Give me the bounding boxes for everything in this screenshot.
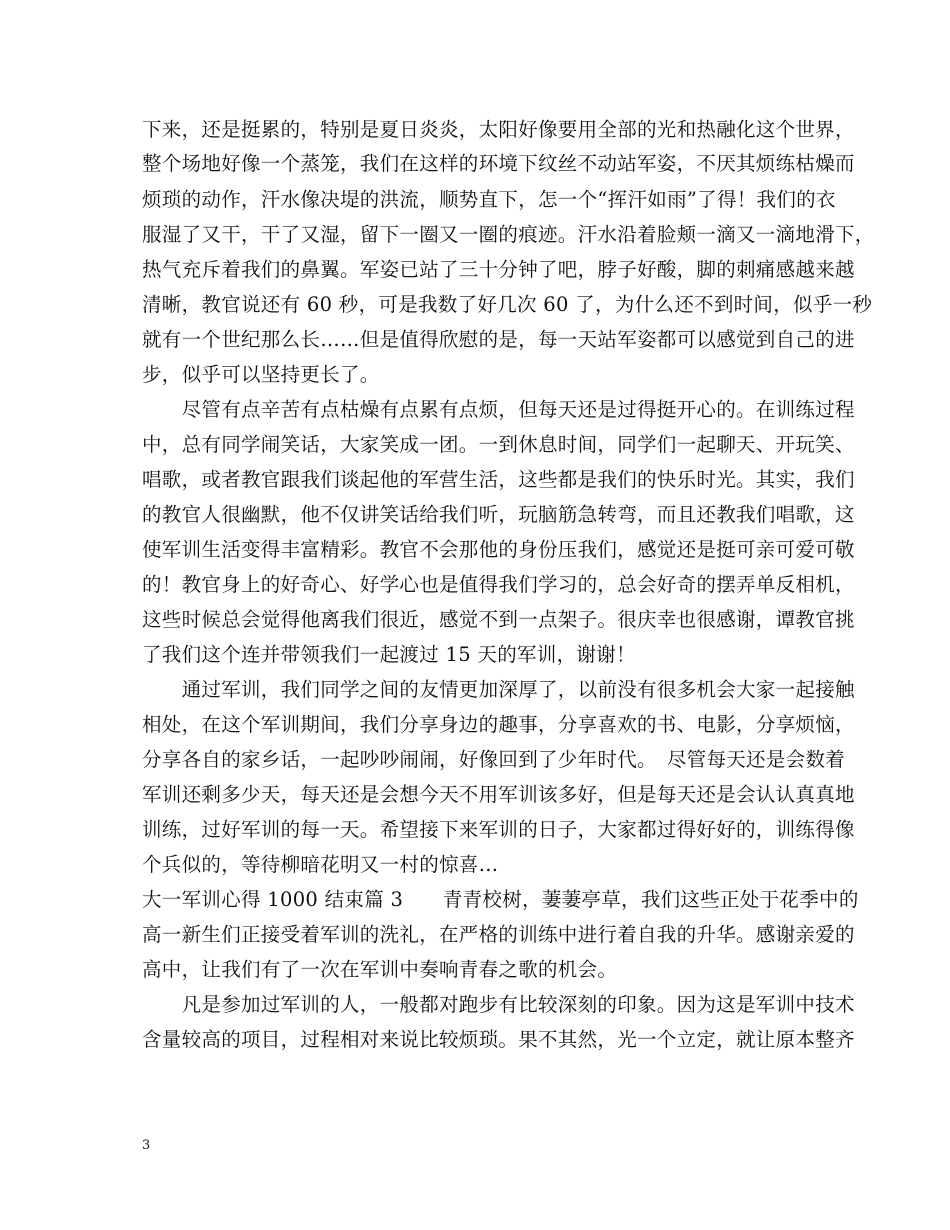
text-line: 凡是参加过军训的人，一般都对跑步有比较深刻的印象。因为这是军训中技术 — [142, 993, 855, 1016]
text-line: 中，总有同学闹笑话，大家笑成一团。一到休息时间，同学们一起聊天、开玩笑、 — [142, 433, 855, 456]
text-line: 相处，在这个军训期间，我们分享身边的趣事，分享喜欢的书、电影，分享烦恼， — [142, 713, 855, 736]
text-line: 这些时候总会觉得他离我们很近，感觉不到一点架子。很庆幸也很感谢，谭教官挑 — [142, 608, 855, 631]
text-line: 整个场地好像一个蒸笼，我们在这样的环境下纹丝不动站军姿，不厌其烦练枯燥而 — [142, 152, 855, 175]
text-line: 了我们这个连并带领我们一起渡过 15 天的军训，谢谢！ — [142, 643, 636, 666]
text-line: 步，似乎可以坚持更长了。 — [142, 363, 380, 386]
text-line: 的教官人很幽默，他不仅讲笑话给我们听，玩脑筋急转弯，而且还教我们唱歌，这 — [142, 503, 855, 526]
text-line: 下来，还是挺累的，特别是夏日炎炎，太阳好像要用全部的光和热融化这个世界， — [142, 118, 855, 141]
page-number: 3 — [142, 1138, 151, 1153]
text-line: 分享各自的家乡话，一起吵吵闹闹，好像回到了少年时代。 尽管每天还是会数着 — [142, 748, 846, 771]
text-line: 唱歌，或者教官跟我们谈起他的军营生活，这些都是我们的快乐时光。其实，我们 — [142, 468, 855, 491]
text-line: 烦琐的动作，汗水像决堤的洪流，顺势直下，怎一个“挥汗如雨”了得！我们的衣 — [142, 188, 836, 211]
text-line: 清晰，教官说还有 60 秒，可是我数了好几次 60 了，为什么还不到时间，似乎一秒 — [142, 293, 873, 316]
text-line: 服湿了又干，干了又湿，留下一圈又一圈的痕迹。汗水沿着脸颊一滴又一滴地滑下， — [142, 223, 875, 246]
text-line: 含量较高的项目，过程相对来说比较烦琐。果不其然，光一个立定，就让原本整齐 — [142, 1028, 855, 1051]
text-line: 的！教官身上的好奇心、好学心也是值得我们学习的，总会好奇的摆弄单反相机， — [142, 573, 855, 596]
text-line: 尽管有点辛苦有点枯燥有点累有点烦，但每天还是过得挺开心的。在训练过程 — [142, 398, 855, 421]
text-line: 就有一个世纪那么长……但是值得欣慰的是，每一天站军姿都可以感觉到自己的进 — [142, 328, 855, 351]
text-line: 个兵似的，等待柳暗花明又一村的惊喜… — [142, 853, 499, 876]
text-line: 高中，让我们有了一次在军训中奏响青春之歌的机会。 — [142, 958, 618, 981]
text-line: 训练，过好军训的每一天。希望接下来军训的日子，大家都过得好好的，训练得像 — [142, 818, 855, 841]
text-line: 通过军训，我们同学之间的友情更加深厚了，以前没有很多机会大家一起接触 — [142, 678, 855, 701]
text-line: 军训还剩多少天，每天还是会想今天不用军训该多好，但是每天还是会认认真真地 — [142, 783, 855, 806]
text-line: 大一军训心得 1000 结束篇 3 青青校树，萋萋亭草，我们这些正处于花季中的 — [142, 888, 859, 911]
text-line: 热气充斥着我们的鼻翼。军姿已站了三十分钟了吧，脖子好酸，脚的刺痛感越来越 — [142, 258, 855, 281]
text-line: 使军训生活变得丰富精彩。教官不会那他的身份压我们，感觉还是挺可亲可爱可敬 — [142, 538, 855, 561]
text-line: 高一新生们正接受着军训的洗礼，在严格的训练中进行着自我的升华。感谢亲爱的 — [142, 923, 855, 946]
